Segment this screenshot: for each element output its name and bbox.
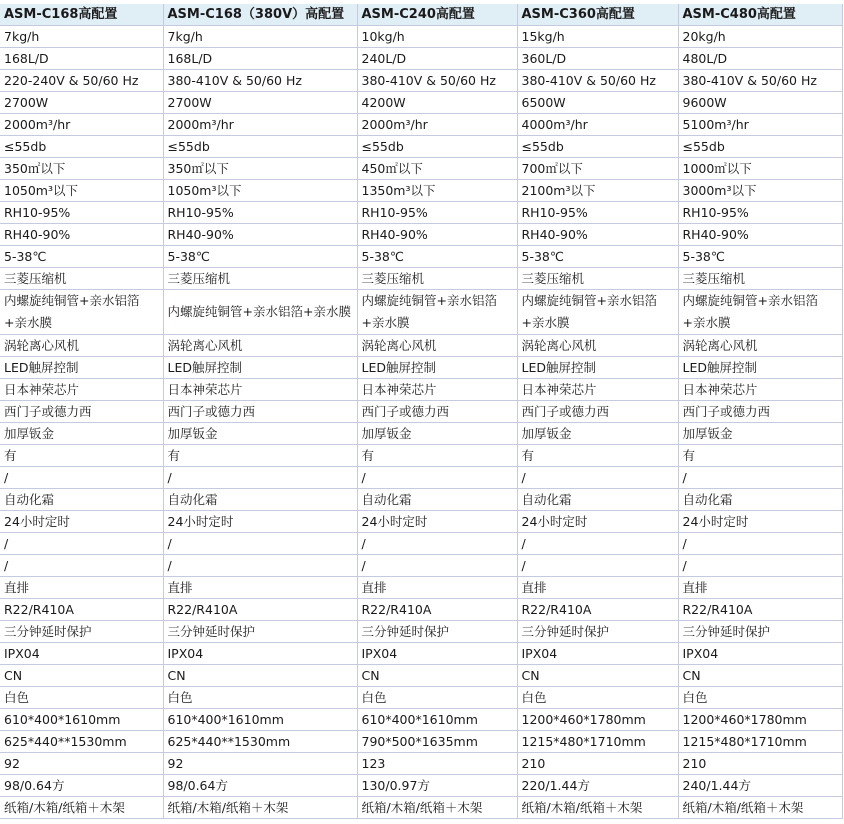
table-cell: 1050m³以下 [0,180,163,202]
table-cell: / [163,533,357,555]
table-cell: 610*400*1610mm [163,709,357,731]
table-cell: 2100m³以下 [517,180,678,202]
table-cell: 自动化霜 [678,489,842,511]
table-row [0,687,842,709]
table-cell: 130/0.97方 [357,775,517,797]
table-row [0,467,842,489]
table-cell: RH40-90% [163,224,357,246]
table-row [0,136,842,158]
table-cell: 三分钟延时保护 [0,621,163,643]
table-row [0,48,842,70]
table-cell: 三菱压缩机 [517,268,678,290]
table-cell: R22/R410A [0,599,163,621]
table-cell: 480L/D [678,48,842,70]
table-cell: / [357,467,517,489]
column-header: ASM-C168（380V）高配置 [163,4,357,26]
table-cell: 纸箱/木箱/纸箱＋木架 [678,797,842,819]
table-cell: 24小时定时 [357,511,517,533]
table-cell: 380-410V & 50/60 Hz [163,70,357,92]
table-cell: 纸箱/木箱/纸箱＋木架 [163,797,357,819]
table-cell: 纸箱/木箱/纸箱＋木架 [517,797,678,819]
table-row [0,357,842,379]
table-cell: RH10-95% [357,202,517,224]
table-row [0,70,842,92]
table-cell: 纸箱/木箱/纸箱＋木架 [357,797,517,819]
table-row [0,202,842,224]
table-cell: LED触屏控制 [163,357,357,379]
table-cell: 24小时定时 [678,511,842,533]
table-cell: 西门子或德力西 [0,401,163,423]
table-cell: CN [357,665,517,687]
table-row [0,423,842,445]
table-cell: 5100m³/hr [678,114,842,136]
table-cell: / [357,533,517,555]
table-row [0,401,842,423]
table-cell: 350㎡以下 [163,158,357,180]
table-cell: 内螺旋纯铜管+亲水铝箔+亲水膜 [357,290,517,335]
table-cell: / [163,555,357,577]
header-row [0,4,842,26]
table-cell: 涡轮离心风机 [163,335,357,357]
table-cell: 20kg/h [678,26,842,48]
table-cell: / [163,467,357,489]
table-cell: 450㎡以下 [357,158,517,180]
table-row [0,621,842,643]
table-cell: 涡轮离心风机 [678,335,842,357]
table-cell: LED触屏控制 [357,357,517,379]
table-cell: 涡轮离心风机 [517,335,678,357]
table-row [0,665,842,687]
table-cell: 5-38℃ [357,246,517,268]
table-cell: 4000m³/hr [517,114,678,136]
table-row [0,158,842,180]
table-row [0,379,842,401]
table-cell: ≤55db [163,136,357,158]
table-cell: 168L/D [163,48,357,70]
table-cell: / [0,555,163,577]
table-cell: 白色 [357,687,517,709]
table-cell: 2700W [163,92,357,114]
table-cell: 内螺旋纯铜管+亲水铝箔+亲水膜 [0,290,163,335]
table-cell: 涡轮离心风机 [0,335,163,357]
table-cell: CN [678,665,842,687]
table-cell: 西门子或德力西 [678,401,842,423]
table-cell: 380-410V & 50/60 Hz [678,70,842,92]
table-row [0,709,842,731]
table-cell: 日本神荣芯片 [517,379,678,401]
table-cell: 210 [678,753,842,775]
table-row [0,775,842,797]
table-cell: 涡轮离心风机 [357,335,517,357]
table-cell: 有 [163,445,357,467]
table-row [0,246,842,268]
table-cell: 2000m³/hr [163,114,357,136]
table-cell: R22/R410A [357,599,517,621]
table-cell: 自动化霜 [357,489,517,511]
table-cell: 24小时定时 [0,511,163,533]
table-cell: 有 [357,445,517,467]
table-cell: 2000m³/hr [0,114,163,136]
table-cell: 1200*460*1780mm [678,709,842,731]
table-cell: 自动化霜 [163,489,357,511]
table-cell: / [678,467,842,489]
table-cell: 三分钟延时保护 [163,621,357,643]
table-cell: 直排 [0,577,163,599]
table-row [0,797,842,819]
table-cell: 白色 [163,687,357,709]
table-cell: 380-410V & 50/60 Hz [517,70,678,92]
table-cell: 1000㎡以下 [678,158,842,180]
table-cell: RH10-95% [0,202,163,224]
table-cell: 西门子或德力西 [517,401,678,423]
table-cell: RH10-95% [517,202,678,224]
table-cell: R22/R410A [517,599,678,621]
table-cell: 98/0.64方 [0,775,163,797]
table-cell: 2700W [0,92,163,114]
table-cell: 10kg/h [357,26,517,48]
table-cell: 日本神荣芯片 [163,379,357,401]
table-cell: 380-410V & 50/60 Hz [357,70,517,92]
table-cell: 9600W [678,92,842,114]
table-cell: 自动化霜 [0,489,163,511]
table-cell: / [0,467,163,489]
table-cell: 有 [517,445,678,467]
table-cell: ≤55db [0,136,163,158]
table-cell: 有 [678,445,842,467]
table-cell: 625*440**1530mm [0,731,163,753]
table-cell: 5-38℃ [517,246,678,268]
table-cell: / [517,533,678,555]
table-cell: RH40-90% [678,224,842,246]
table-cell: 15kg/h [517,26,678,48]
table-cell: LED触屏控制 [678,357,842,379]
table-cell: RH10-95% [678,202,842,224]
table-cell: IPX04 [678,643,842,665]
table-cell: 123 [357,753,517,775]
table-cell: 98/0.64方 [163,775,357,797]
table-cell: 日本神荣芯片 [0,379,163,401]
table-cell: IPX04 [517,643,678,665]
table-cell: 西门子或德力西 [163,401,357,423]
table-cell: 直排 [163,577,357,599]
table-cell: 直排 [517,577,678,599]
table-row [0,26,842,48]
table-cell: CN [517,665,678,687]
table-row [0,555,842,577]
table-cell: 5-38℃ [163,246,357,268]
table-cell: 内螺旋纯铜管+亲水铝箔+亲水膜 [678,290,842,335]
table-cell: 220/1.44方 [517,775,678,797]
table-cell: 1050m³以下 [163,180,357,202]
column-header: ASM-C240高配置 [357,4,517,26]
table-cell: 1215*480*1710mm [678,731,842,753]
table-cell: 三分钟延时保护 [678,621,842,643]
table-cell: 有 [0,445,163,467]
table-cell: 直排 [678,577,842,599]
table-cell: 6500W [517,92,678,114]
table-cell: 700㎡以下 [517,158,678,180]
table-cell: / [0,533,163,555]
table-cell: / [517,467,678,489]
table-cell: 加厚钣金 [0,423,163,445]
table-row [0,731,842,753]
table-cell: 日本神荣芯片 [357,379,517,401]
table-cell: RH40-90% [357,224,517,246]
table-cell: 加厚钣金 [163,423,357,445]
table-cell: LED触屏控制 [0,357,163,379]
table-cell: LED触屏控制 [517,357,678,379]
table-cell: 三分钟延时保护 [357,621,517,643]
table-cell: 210 [517,753,678,775]
column-header: ASM-C360高配置 [517,4,678,26]
table-row [0,268,842,290]
table-cell: IPX04 [163,643,357,665]
table-cell: R22/R410A [163,599,357,621]
table-cell: 240/1.44方 [678,775,842,797]
table-cell: ≤55db [357,136,517,158]
table-cell: 2000m³/hr [357,114,517,136]
table-cell: 24小时定时 [517,511,678,533]
table-cell: 三菱压缩机 [678,268,842,290]
table-row [0,92,842,114]
table-cell: 白色 [517,687,678,709]
table-cell: ≤55db [517,136,678,158]
table-cell: 加厚钣金 [357,423,517,445]
table-cell: 纸箱/木箱/纸箱＋木架 [0,797,163,819]
table-cell: R22/R410A [678,599,842,621]
table-row [0,643,842,665]
table-cell: 三菱压缩机 [357,268,517,290]
table-cell: 24小时定时 [163,511,357,533]
table-row [0,489,842,511]
table-row [0,290,842,335]
table-cell: 三菱压缩机 [0,268,163,290]
table-row [0,753,842,775]
table-cell: 1215*480*1710mm [517,731,678,753]
table-cell: 92 [163,753,357,775]
table-cell: 5-38℃ [678,246,842,268]
table-cell: / [517,555,678,577]
table-cell: / [678,533,842,555]
table-cell: RH40-90% [0,224,163,246]
table-cell: 7kg/h [163,26,357,48]
table-row [0,180,842,202]
table-cell: 240L/D [357,48,517,70]
column-header: ASM-C480高配置 [678,4,842,26]
table-cell: 西门子或德力西 [357,401,517,423]
column-header: ASM-C168高配置 [0,4,163,26]
table-cell: 3000m³以下 [678,180,842,202]
table-cell: 自动化霜 [517,489,678,511]
table-cell: 内螺旋纯铜管+亲水铝箔+亲水膜 [163,290,357,335]
table-cell: RH40-90% [517,224,678,246]
table-cell: 加厚钣金 [678,423,842,445]
table-cell: 加厚钣金 [517,423,678,445]
table-cell: 1200*460*1780mm [517,709,678,731]
table-cell: CN [163,665,357,687]
table-cell: 168L/D [0,48,163,70]
spec-table [0,4,843,819]
table-cell: IPX04 [357,643,517,665]
table-cell: 625*440**1530mm [163,731,357,753]
table-row [0,445,842,467]
table-cell: 直排 [357,577,517,599]
table-cell: 220-240V & 50/60 Hz [0,70,163,92]
table-cell: 三分钟延时保护 [517,621,678,643]
table-cell: 内螺旋纯铜管+亲水铝箔+亲水膜 [517,290,678,335]
table-cell: 4200W [357,92,517,114]
table-cell: 790*500*1635mm [357,731,517,753]
table-cell: 92 [0,753,163,775]
table-cell: 白色 [678,687,842,709]
table-cell: 7kg/h [0,26,163,48]
table-row [0,511,842,533]
table-cell: IPX04 [0,643,163,665]
table-cell: 610*400*1610mm [0,709,163,731]
table-cell: 日本神荣芯片 [678,379,842,401]
table-cell: CN [0,665,163,687]
table-cell: 350㎡以下 [0,158,163,180]
table-row [0,114,842,136]
table-row [0,224,842,246]
table-row [0,577,842,599]
table-cell: ≤55db [678,136,842,158]
table-cell: 5-38℃ [0,246,163,268]
table-row [0,533,842,555]
table-cell: / [357,555,517,577]
table-cell: 610*400*1610mm [357,709,517,731]
table-cell: 三菱压缩机 [163,268,357,290]
table-cell: 360L/D [517,48,678,70]
table-row [0,599,842,621]
table-row [0,335,842,357]
table-cell: 1350m³以下 [357,180,517,202]
table-cell: / [678,555,842,577]
table-cell: RH10-95% [163,202,357,224]
table-cell: 白色 [0,687,163,709]
